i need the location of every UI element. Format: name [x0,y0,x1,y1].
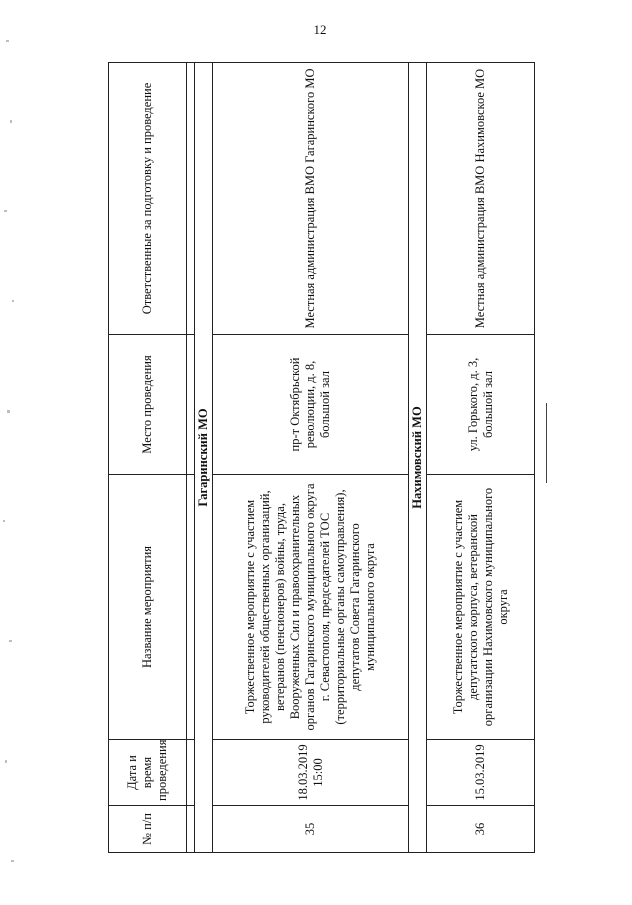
event-date: 18.03.2019 15:00 [213,740,409,806]
signature-line [546,403,547,483]
page-number: 12 [313,22,327,37]
spacer-row [187,63,195,853]
section-row [409,63,427,853]
header-name: Название мероприятия [109,475,187,740]
table-header-row [109,63,187,853]
section-title: Гагаринский МО [195,63,213,853]
event-responsible: Местная администрация ВМО Гагаринского МО [213,63,409,335]
event-name: Торжественное мероприятие с участием депутатского корпуса, ветеранской организации Нахимовского муниципального округа [427,475,535,740]
header-date: Дата и время проведения [109,740,187,806]
event-responsible: Местная администрация ВМО Нахимовское МО [427,63,535,335]
table-row [427,63,535,853]
event-name: Торжественное мероприятие с участием руководителей общественных организаций, ветеранов (пенсионеров) войны, труда, Вооруженных Сил и правоохранительных органов Гагаринского муниципального округа г. Севастополя, председателей ТОС (территориальные органы самоуправления), депутатов Совета Гагаринского муниципального округа [213,475,409,740]
section-title: Нахимовский МО [409,63,427,853]
rotated-table-container [108,63,528,853]
table-row [213,63,409,853]
event-num: 35 [213,806,409,853]
section-row [195,63,213,853]
event-date: 15.03.2019 [427,740,535,806]
event-place: пр-т Октябрьской революции, д. 8, большой зал [213,335,409,475]
event-place: ул. Горького, д. 3, большой зал [427,335,535,475]
header-responsible: Ответственные за подготовку и проведение [109,63,187,335]
scan-edge-marks [0,0,22,905]
header-place: Место проведения [109,335,187,475]
header-num: № п/п [109,806,187,853]
events-table [108,62,535,853]
event-num: 36 [427,806,535,853]
